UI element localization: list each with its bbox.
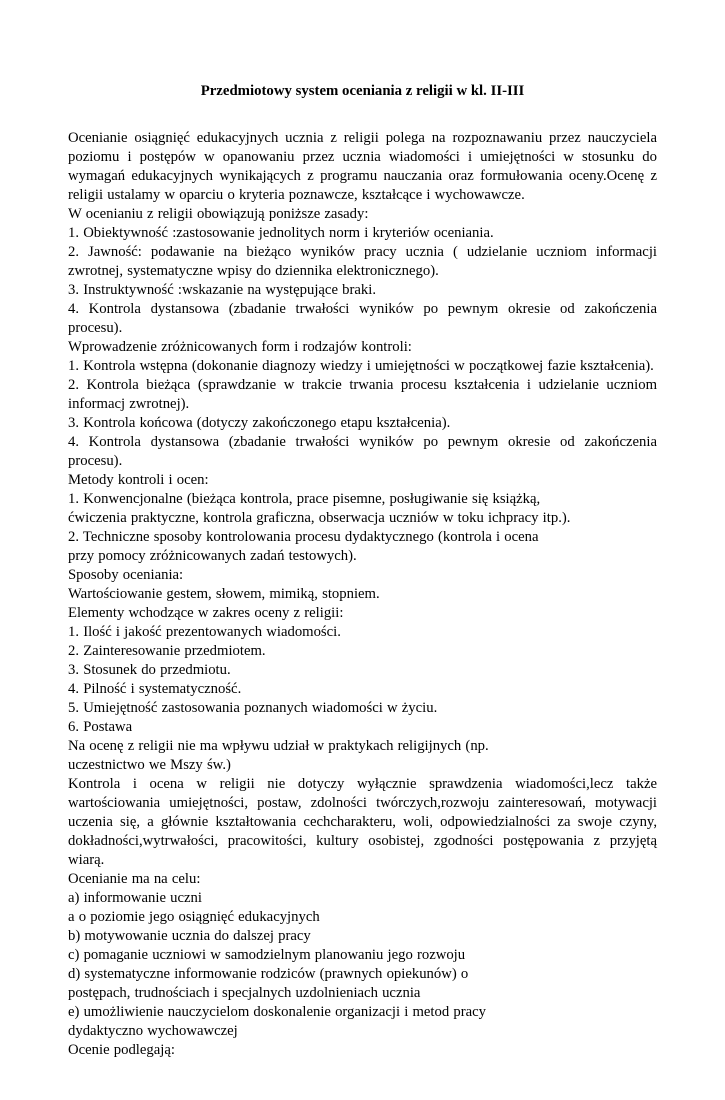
paragraph: 1. Obiektywność :zastosowanie jednolitych norm i kryteriów oceniania.: [68, 225, 494, 241]
paragraph: 6. Postawa: [68, 719, 133, 735]
paragraph: 3. Stosunek do przedmiotu.: [68, 662, 231, 678]
paragraph: Ocenianie ma na celu:: [68, 871, 201, 887]
paragraph: e) umożliwienie nauczycielom doskonalenie organizacji i metod pracy: [68, 1004, 486, 1020]
paragraph: dydaktyczno wychowawczej: [68, 1023, 238, 1039]
paragraph: Sposoby oceniania:: [68, 567, 184, 583]
paragraph: 2. Zainteresowanie przedmiotem.: [68, 643, 266, 659]
paragraph: Ocenianie osiągnięć edukacyjnych ucznia z religii polega na rozpoznawaniu przez nauczyciela poziomu i postępów w opanowaniu przez ucznia wiadomości i umiejętności w stosunku do wymagań edukacyjnych wynikających z programu nauczania oraz formułowania oceny.Ocenę z religii ustalamy w oparciu o kryteria poznawcze, kształcące i wychowawcze.: [68, 130, 657, 203]
paragraph: W ocenianiu z religii obowiązują poniższe zasady:: [68, 206, 369, 222]
paragraph: postępach, trudnościach i specjalnych uzdolnieniach ucznia: [68, 985, 421, 1001]
paragraph: 4. Kontrola dystansowa (zbadanie trwałości wyników po pewnym okresie od zakończenia procesu).: [68, 434, 657, 469]
document-body: [68, 129, 657, 1060]
paragraph: 1. Ilość i jakość prezentowanych wiadomości.: [68, 624, 341, 640]
paragraph: przy pomocy zróżnicowanych zadań testowych).: [68, 548, 357, 564]
paragraph: uczestnictwo we Mszy św.): [68, 757, 231, 773]
paragraph: ćwiczenia praktyczne, kontrola graficzna, obserwacja uczniów w toku ichpracy itp.).: [68, 510, 571, 526]
paragraph: 1. Kontrola wstępna (dokonanie diagnozy wiedzy i umiejętności w początkowej fazie kształcenia).: [68, 358, 654, 374]
document-title: Przedmiotowy system oceniania z religii w kl. II-III: [200, 83, 525, 99]
paragraph: c) pomaganie uczniowi w samodzielnym planowaniu jego rozwoju: [68, 947, 466, 963]
paragraph: 3. Kontrola końcowa (dotyczy zakończonego etapu kształcenia).: [68, 415, 451, 431]
paragraph: Elementy wchodzące w zakres oceny z religii:: [68, 605, 344, 621]
paragraph: 2. Jawność: podawanie na bieżąco wyników pracy ucznia ( udzielanie uczniom informacji zwrotnej, systematyczne wpisy do dziennika elektronicznego).: [68, 244, 657, 279]
paragraph: Wprowadzenie zróżnicowanych form i rodzajów kontroli:: [68, 339, 412, 355]
paragraph: Wartościowanie gestem, słowem, mimiką, stopniem.: [68, 586, 380, 602]
paragraph: Na ocenę z religii nie ma wpływu udział w praktykach religijnych (np.: [68, 738, 489, 754]
paragraph: a) informowanie uczni: [68, 890, 202, 906]
paragraph: d) systematyczne informowanie rodziców (prawnych opiekunów) o: [68, 966, 469, 982]
paragraph: Metody kontroli i ocen:: [68, 472, 209, 488]
paragraph: 2. Techniczne sposoby kontrolowania procesu dydaktycznego (kontrola i ocena: [68, 529, 539, 545]
paragraph: 5. Umiejętność zastosowania poznanych wiadomości w życiu.: [68, 700, 438, 716]
paragraph: 4. Kontrola dystansowa (zbadanie trwałości wyników po pewnym okresie od zakończenia procesu).: [68, 301, 657, 336]
paragraph: 4. Pilność i systematyczność.: [68, 681, 242, 697]
paragraph: 2. Kontrola bieżąca (sprawdzanie w trakcie trwania procesu kształcenia i udzielanie uczniom informacj zwrotnej).: [68, 377, 657, 412]
paragraph: a o poziomie jego osiągnięć edukacyjnych: [68, 909, 320, 925]
paragraph: 3. Instruktywność :wskazanie na występujące braki.: [68, 282, 376, 298]
paragraph: 1. Konwencjonalne (bieżąca kontrola, prace pisemne, posługiwanie się książką,: [68, 491, 541, 507]
paragraph: b) motywowanie ucznia do dalszej pracy: [68, 928, 311, 944]
paragraph: Ocenie podlegają:: [68, 1042, 175, 1058]
paragraph: Kontrola i ocena w religii nie dotyczy wyłącznie sprawdzenia wiadomości,lecz także wartościowania umiejętności, postaw, zdolności twórczych,rozwoju zainteresowań, motywacji uczenia się, a głównie kształtowania cechcharakteru, woli, odpowiedzialności za swoje czyny, dokładności,wytrwałości, pracowitości, kultury osobistej, zgodności postępowania z przyjętą wiarą.: [68, 776, 657, 868]
